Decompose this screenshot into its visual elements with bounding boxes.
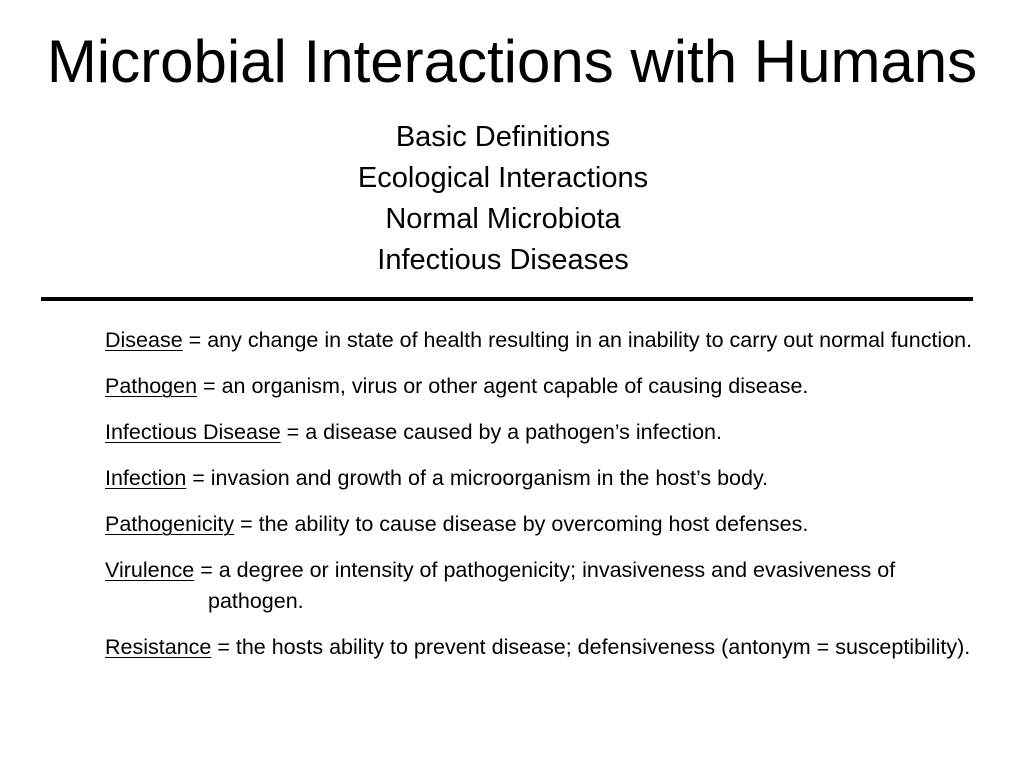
definition-item-disease [105, 325, 985, 356]
definition-item-infection [105, 463, 985, 494]
definition-item-pathogen [105, 371, 985, 402]
outline-item: Infectious Diseases [377, 244, 629, 276]
definition-text: = the hosts ability to prevent disease; defensiveness (antonym = susceptibility). [211, 635, 971, 659]
definition-text: = invasion and growth of a microorganism in the host’s body. [186, 466, 769, 490]
definition-term: Infection [105, 466, 187, 490]
outline-item: Ecological Interactions [357, 162, 649, 194]
definition-item-resistance [105, 632, 985, 663]
definition-term: Pathogenicity [105, 512, 235, 536]
definition-list [105, 325, 985, 678]
definition-text: = a degree or intensity of pathogenicity; invasiveness and evasiveness of pathogen. [194, 558, 896, 613]
definition-term: Infectious Disease [105, 420, 281, 444]
definition-term: Disease [105, 328, 183, 352]
definition-term: Virulence [105, 558, 195, 582]
topic-outline [0, 117, 1006, 281]
definition-item-infectious-disease [105, 417, 985, 448]
definition-term: Pathogen [105, 374, 198, 398]
outline-item: Normal Microbiota [385, 203, 621, 235]
slide-title: Microbial Interactions with Humans [46, 28, 978, 95]
definition-text: = an organism, virus or other agent capable of causing disease. [197, 374, 809, 398]
outline-item: Basic Definitions [395, 121, 611, 153]
definition-item-virulence [105, 555, 985, 617]
definition-term: Resistance [105, 635, 212, 659]
definition-text: = any change in state of health resulting in an inability to carry out normal function. [182, 328, 973, 352]
definition-item-pathogenicity [105, 509, 985, 540]
definition-text: = the ability to cause disease by overcoming host defenses. [234, 512, 809, 536]
definition-text: = a disease caused by a pathogen’s infection. [280, 420, 722, 444]
section-divider [41, 297, 973, 301]
